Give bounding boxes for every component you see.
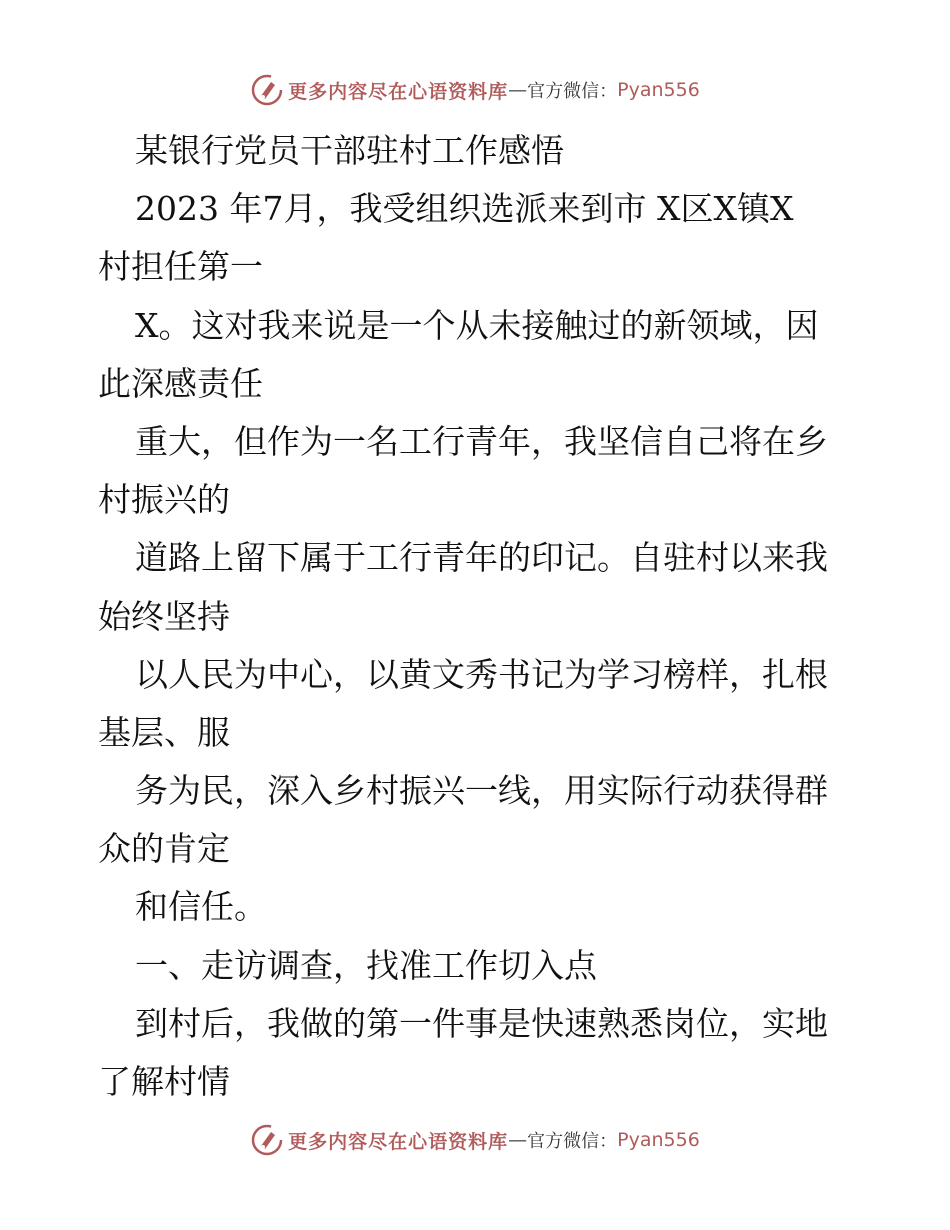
- paragraph-line: 以人民为中心，以黄文秀书记为学习榜样，扎根: [135, 654, 828, 694]
- paragraph-line: 此深感责任: [98, 363, 263, 403]
- paragraph-line: 到村后，我做的第一件事是快速熟悉岗位，实地: [135, 1003, 828, 1043]
- paragraph-line: 和信任。: [135, 887, 267, 927]
- document-body: [98, 122, 858, 1111]
- watermark-label: 官方微信：: [527, 81, 618, 102]
- paragraph-line: 重大，但作为一名工行青年，我坚信自己将在乡: [135, 421, 828, 461]
- paragraph-line: 村担任第一: [98, 247, 263, 287]
- watermark-separator: —: [508, 1129, 528, 1151]
- paragraph-line: 始终坚持: [98, 596, 230, 636]
- paragraph-line: 众的肯定: [98, 829, 230, 869]
- document-title: 某银行党员干部驻村工作感悟: [135, 131, 564, 170]
- watermark-wechat-id: Pyan556: [617, 79, 700, 101]
- watermark-wechat-id: Pyan556: [617, 1129, 700, 1151]
- paragraph-line: X。这对我来说是一个从未接触过的新领域，因: [135, 305, 819, 345]
- watermark-banner-top: [0, 70, 950, 110]
- paragraph-line: 了解村情: [98, 1062, 230, 1101]
- paragraph-line: 道路上留下属于工行青年的印记。自驻村以来我: [135, 538, 828, 578]
- pen-nib-seal-icon: [250, 73, 284, 107]
- watermark-label: 官方微信：: [527, 1131, 618, 1152]
- paragraph-line: 村振兴的: [98, 480, 230, 520]
- watermark-main-text: 更多内容尽在心语资料库: [288, 1130, 509, 1153]
- watermark-banner-bottom: [0, 1120, 950, 1160]
- paragraph-line: 基层、服: [98, 712, 230, 752]
- section-heading: 一、走访调查，找准工作切入点: [135, 945, 597, 985]
- watermark-separator: —: [508, 79, 528, 101]
- pen-nib-seal-icon: [250, 1123, 284, 1157]
- watermark-main-text: 更多内容尽在心语资料库: [288, 80, 509, 103]
- paragraph-line: 务为民，深入乡村振兴一线，用实际行动获得群: [135, 771, 828, 811]
- paragraph-line: 2023 年7月，我受组织选派来到市 X区X镇X: [135, 189, 794, 229]
